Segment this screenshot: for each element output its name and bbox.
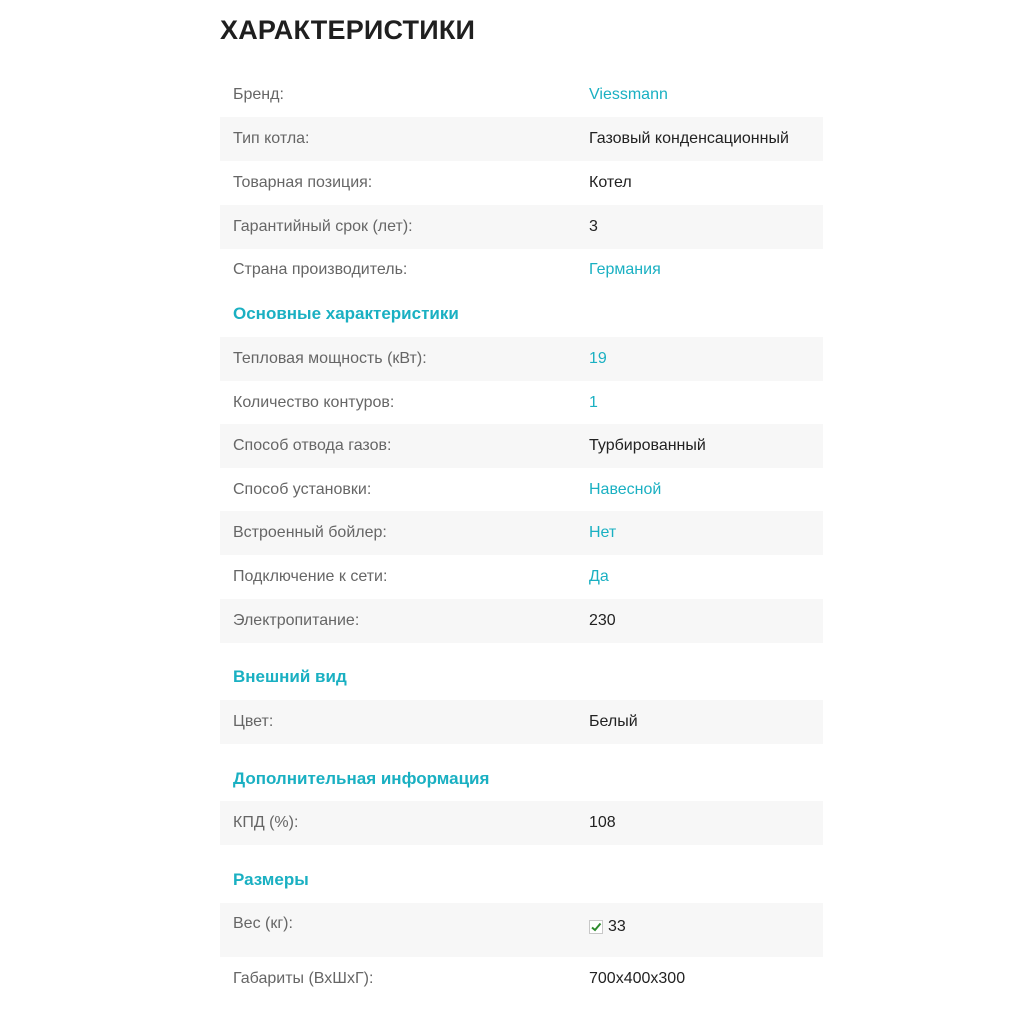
spec-value-link[interactable]: 1 [589, 394, 598, 411]
spec-value-link[interactable]: Viessmann [589, 86, 668, 103]
spec-row [220, 468, 823, 512]
spec-value-link[interactable]: Да [589, 568, 609, 585]
spec-row [220, 599, 823, 643]
spec-label: Способ отвода газов: [233, 437, 392, 454]
spec-value-link[interactable]: Нет [589, 524, 617, 541]
section-heading-sizes: Размеры [233, 870, 309, 889]
spec-label: Цвет: [233, 713, 274, 730]
spec-row [220, 555, 823, 599]
spec-label: Способ установки: [233, 481, 372, 498]
spec-value: 230 [589, 612, 616, 629]
spec-value: Котел [589, 174, 632, 191]
spec-value-link[interactable]: Навесной [589, 481, 662, 498]
weight-value: 33 [608, 918, 626, 935]
spec-row [220, 424, 823, 468]
spec-label: КПД (%): [233, 814, 299, 831]
spec-label: Гарантийный срок (лет): [233, 218, 413, 235]
spec-label: Бренд: [233, 86, 284, 103]
spec-label: Товарная позиция: [233, 174, 373, 191]
spec-label: Количество контуров: [233, 394, 395, 411]
spec-label: Подключение к сети: [233, 568, 388, 585]
spec-value-link[interactable]: 19 [589, 350, 607, 367]
spec-value: Белый [589, 713, 638, 730]
spec-row [220, 903, 823, 957]
section-heading-basic: Основные характеристики [233, 304, 459, 323]
spec-label: Габариты (ВхШхГ): [233, 970, 374, 987]
spec-value: 700x400x300 [589, 970, 686, 987]
spec-row [220, 801, 823, 845]
spec-value-link[interactable]: Германия [589, 261, 661, 278]
spec-label: Электропитание: [233, 612, 360, 629]
spec-value: 3 [589, 218, 598, 235]
spec-value: Газовый конденсационный [589, 130, 789, 147]
page-title: ХАРАКТЕРИСТИКИ [220, 15, 476, 45]
spec-row [220, 161, 823, 205]
spec-value [589, 918, 626, 936]
spec-label: Вес (кг): [233, 915, 293, 932]
spec-row [220, 205, 823, 249]
checkmark-icon [589, 920, 603, 934]
spec-row [220, 700, 823, 744]
section-heading-extra: Дополнительная информация [233, 769, 490, 788]
spec-label: Встроенный бойлер: [233, 524, 387, 541]
spec-label: Тип котла: [233, 130, 310, 147]
spec-value: Турбированный [589, 437, 706, 454]
spec-row [220, 117, 823, 161]
spec-row [220, 957, 823, 1001]
spec-row [220, 337, 823, 381]
section-heading-appearance: Внешний вид [233, 667, 347, 686]
spec-value: 108 [589, 814, 616, 831]
spec-label: Страна производитель: [233, 261, 408, 278]
spec-row [220, 73, 823, 117]
spec-row [220, 381, 823, 425]
spec-row [220, 248, 823, 292]
spec-row [220, 511, 823, 555]
spec-label: Тепловая мощность (кВт): [233, 350, 427, 367]
